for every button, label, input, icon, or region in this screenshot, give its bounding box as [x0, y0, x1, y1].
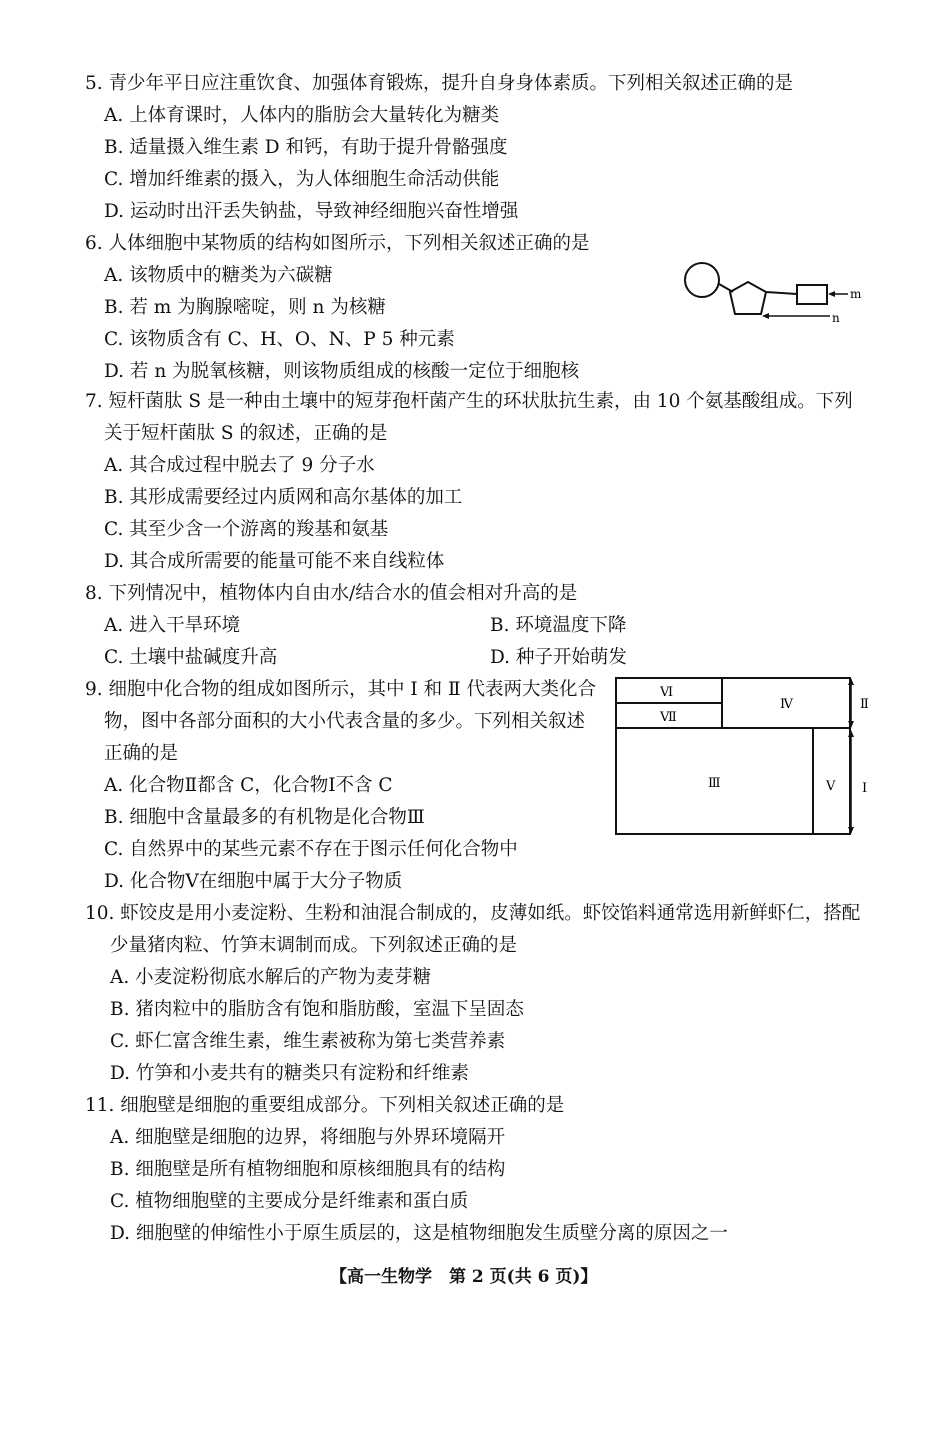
q6-option-d: D. 若 n 为脱氧核糖，则该物质组成的核酸一定位于细胞核 [104, 361, 580, 382]
q8-option-a: A. 进入干旱环境 [104, 615, 241, 636]
q5-option-b: B. 适量摄入维生素 D 和钙，有助于提升骨骼强度 [104, 137, 508, 158]
q7-stem-line2: 关于短杆菌肽 S 的叙述，正确的是 [104, 423, 388, 444]
q11-option-c: C. 植物细胞壁的主要成分是纤维素和蛋白质 [110, 1191, 469, 1212]
q8-option-c: C. 土壤中盐碱度升高 [104, 647, 278, 668]
nucleotide-diagram [670, 252, 870, 332]
q7-option-b: B. 其形成需要经过内质网和高尔基体的加工 [104, 487, 463, 508]
q10-stem-line1: 10. 虾饺皮是用小麦淀粉、生粉和油混合制成的，皮薄如纸。虾饺馅料通常选用新鲜虾仁，搭配 [85, 903, 861, 924]
q6-option-a: A. 该物质中的糖类为六碳糖 [104, 265, 333, 286]
q11-option-b: B. 细胞壁是所有植物细胞和原核细胞具有的结构 [110, 1159, 506, 1180]
region-iii: Ⅲ [708, 776, 721, 791]
arrow-ii-bottom [848, 721, 854, 728]
q7-option-c: C. 其至少含一个游离的羧基和氨基 [104, 519, 389, 540]
q9-option-b: B. 细胞中含量最多的有机物是化合物Ⅲ [104, 807, 425, 828]
q7-option-a: A. 其合成过程中脱去了 9 分子水 [104, 455, 375, 476]
q10-option-b: B. 猪肉粒中的脂肪含有饱和脂肪酸，室温下呈固态 [110, 999, 524, 1020]
q5-option-a: A. 上体育课时，人体内的脂肪会大量转化为糖类 [104, 105, 500, 126]
q6-stem: 6. 人体细胞中某物质的结构如图所示，下列相关叙述正确的是 [85, 233, 590, 254]
q9-option-c: C. 自然界中的某些元素不存在于图示任何化合物中 [104, 839, 518, 860]
q11-option-a: A. 细胞壁是细胞的边界，将细胞与外界环境隔开 [110, 1127, 506, 1148]
arrow-i-top [848, 730, 854, 737]
q11-stem: 11. 细胞壁是细胞的重要组成部分。下列相关叙述正确的是 [85, 1095, 565, 1116]
q9-option-a: A. 化合物Ⅱ都含 C，化合物Ⅰ不含 C [104, 775, 393, 796]
page-footer: 【高一生物学 第 2 页(共 6 页)】 [330, 1267, 598, 1287]
q5-option-c: C. 增加纤维素的摄入，为人体细胞生命活动供能 [104, 169, 500, 190]
q6-option-c: C. 该物质含有 C、H、O、N、P 5 种元素 [104, 329, 455, 350]
arrow-ii-top [848, 678, 854, 685]
base-rect [797, 285, 827, 304]
region-v: Ⅴ [826, 779, 836, 794]
q10-option-d: D. 竹笋和小麦共有的糖类只有淀粉和纤维素 [110, 1063, 469, 1084]
q10-option-a: A. 小麦淀粉彻底水解后的产物为麦芽糖 [110, 967, 432, 988]
compound-area-diagram [610, 672, 890, 842]
q8-option-b: B. 环境温度下降 [490, 615, 627, 636]
pentose-pentagon [730, 282, 766, 314]
region-vi: Ⅵ [660, 685, 674, 700]
label-n: n [832, 311, 840, 325]
phosphate-circle [685, 263, 719, 297]
q8-stem: 8. 下列情况中，植物体内自由水/结合水的值会相对升高的是 [85, 583, 578, 604]
q11-option-d: D. 细胞壁的伸缩性小于原生质层的，这是植物细胞发生质壁分离的原因之一 [110, 1223, 728, 1244]
q5-option-d: D. 运动时出汗丢失钠盐，导致神经细胞兴奋性增强 [104, 201, 519, 222]
n-arrowhead [762, 313, 769, 319]
region-iv: Ⅳ [780, 697, 793, 712]
q6-option-b: B. 若 m 为胸腺嘧啶，则 n 为核糖 [104, 297, 386, 318]
q8-option-d: D. 种子开始萌发 [490, 647, 627, 668]
arrow-i-bottom [848, 827, 854, 834]
base-bond [766, 292, 797, 294]
m-arrowhead [828, 291, 835, 297]
q10-option-c: C. 虾仁富含维生素，维生素被称为第七类营养素 [110, 1031, 506, 1052]
q10-stem-line2: 少量猪肉粒、竹笋末调制而成。下列叙述正确的是 [110, 935, 518, 956]
q5-stem: 5. 青少年平日应注重饮食、加强体育锻炼，提升自身身体素质。下列相关叙述正确的是 [85, 73, 794, 94]
q7-option-d: D. 其合成所需要的能量可能不来自线粒体 [104, 551, 445, 572]
q9-stem-line3: 正确的是 [104, 743, 179, 764]
q9-stem-line1: 9. 细胞中化合物的组成如图所示，其中 Ⅰ 和 Ⅱ 代表两大类化合 [85, 679, 596, 700]
q7-stem-line1: 7. 短杆菌肽 S 是一种由土壤中的短芽孢杆菌产生的环状肽抗生素，由 10 个氨基酸组成。下列 [85, 391, 853, 412]
outer-box [616, 678, 850, 834]
label-m: m [850, 287, 862, 301]
group-ii-label: Ⅱ [860, 697, 869, 712]
q9-option-d: D. 化合物Ⅴ在细胞中属于大分子物质 [104, 871, 403, 892]
group-i-label: Ⅰ [862, 781, 868, 796]
region-vii: Ⅶ [660, 710, 677, 725]
q9-stem-line2: 物，图中各部分面积的大小代表含量的多少。下列相关叙述 [104, 711, 586, 732]
